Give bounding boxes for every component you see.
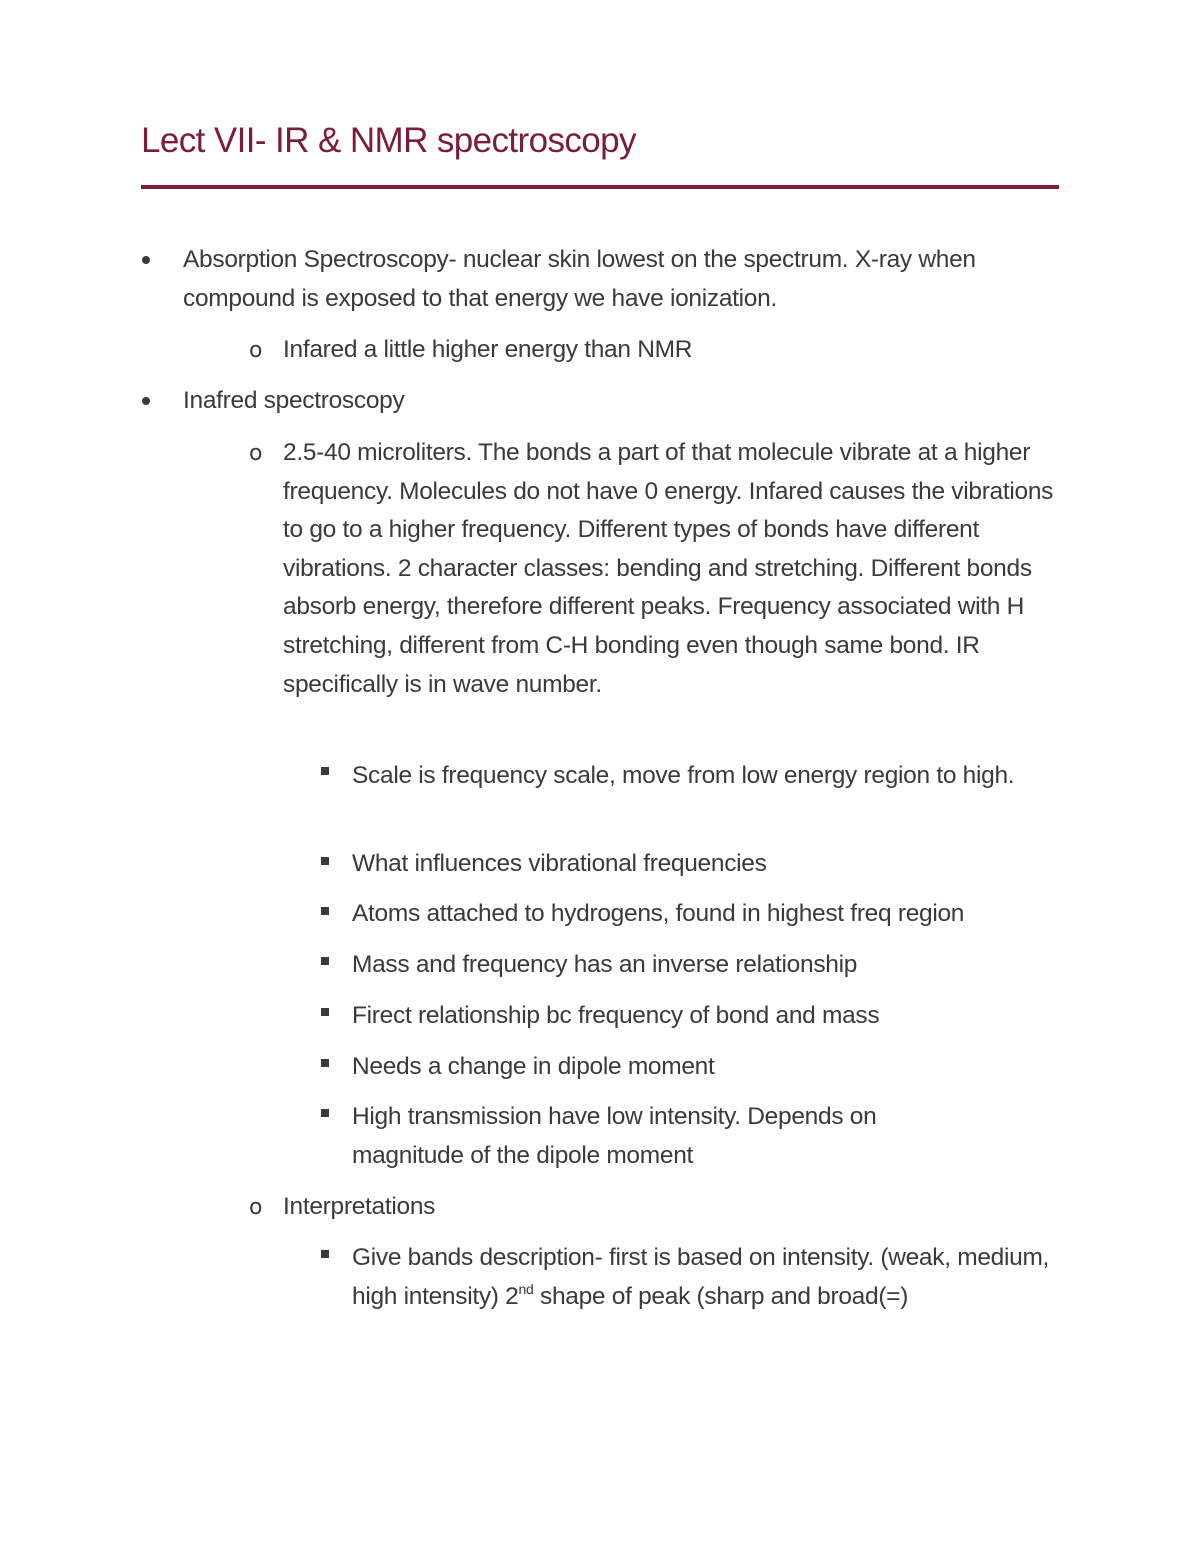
bullet-square-icon: [321, 767, 329, 775]
list-item-level2: Infared a little higher energy than NMR: [283, 336, 693, 363]
ordinal-superscript: nd: [518, 1280, 534, 1297]
bullet-dot-icon: [142, 256, 150, 264]
bullet-circle-icon: o: [249, 338, 263, 363]
list-item-level3: Atoms attached to hydrogens, found in highest freq region: [352, 900, 965, 927]
list-item-level3: High transmission have low intensity. Depends on magnitude of the dipole moment: [352, 1103, 877, 1169]
bullet-square-icon: [321, 957, 329, 965]
list-item-level2: 2.5-40 microliters. The bonds a part of that molecule vibrate at a higher frequency. Molecules do not have 0 energy. Infared causes the vibrations to go to a higher frequency. Different types of bonds have different vibrations. 2 character classes: bending and stretching. Different bonds absorb energy, therefore different peaks. Frequency associated with H stretching, different from C-H bonding even though same bond. IR specifically is in wave number.: [283, 439, 1054, 698]
list-item-level2: Interpretations: [283, 1193, 436, 1220]
bullet-circle-icon: o: [249, 1195, 263, 1220]
item-text-after: shape of peak (sharp and broad(=): [533, 1282, 909, 1310]
list-item-level3: Needs a change in dipole moment: [352, 1053, 715, 1080]
list-item-level3: What influences vibrational frequencies: [352, 850, 767, 877]
list-item-level1: Absorption Spectroscopy- nuclear skin lowest on the spectrum. X-ray when compound is exposed to that energy we have ionization.: [183, 246, 976, 312]
bullet-square-icon: [321, 1059, 329, 1067]
list-item-level3: Mass and frequency has an inverse relationship: [352, 951, 858, 978]
bullet-square-icon: [321, 1109, 329, 1117]
bullet-square-icon: [321, 857, 329, 865]
item-text-before: Give bands description- first is based on intensity. (weak, medium, high intensity) 2: [352, 1244, 1050, 1310]
list-item-level3: Scale is frequency scale, move from low energy region to high.: [352, 762, 1015, 789]
list-item-level3: Firect relationship bc frequency of bond and mass: [352, 1002, 880, 1029]
bullet-square-icon: [321, 907, 329, 915]
list-item-level1: Inafred spectroscopy: [183, 387, 405, 414]
bullet-square-icon: [321, 1250, 329, 1258]
bullet-square-icon: [321, 1008, 329, 1016]
bullet-circle-icon: o: [249, 441, 263, 466]
list-item-level3: [352, 1239, 1052, 1316]
page-title: Lect VII- IR & NMR spectroscopy: [141, 121, 636, 160]
title-underline: [141, 185, 1059, 189]
bullet-dot-icon: [142, 397, 150, 405]
